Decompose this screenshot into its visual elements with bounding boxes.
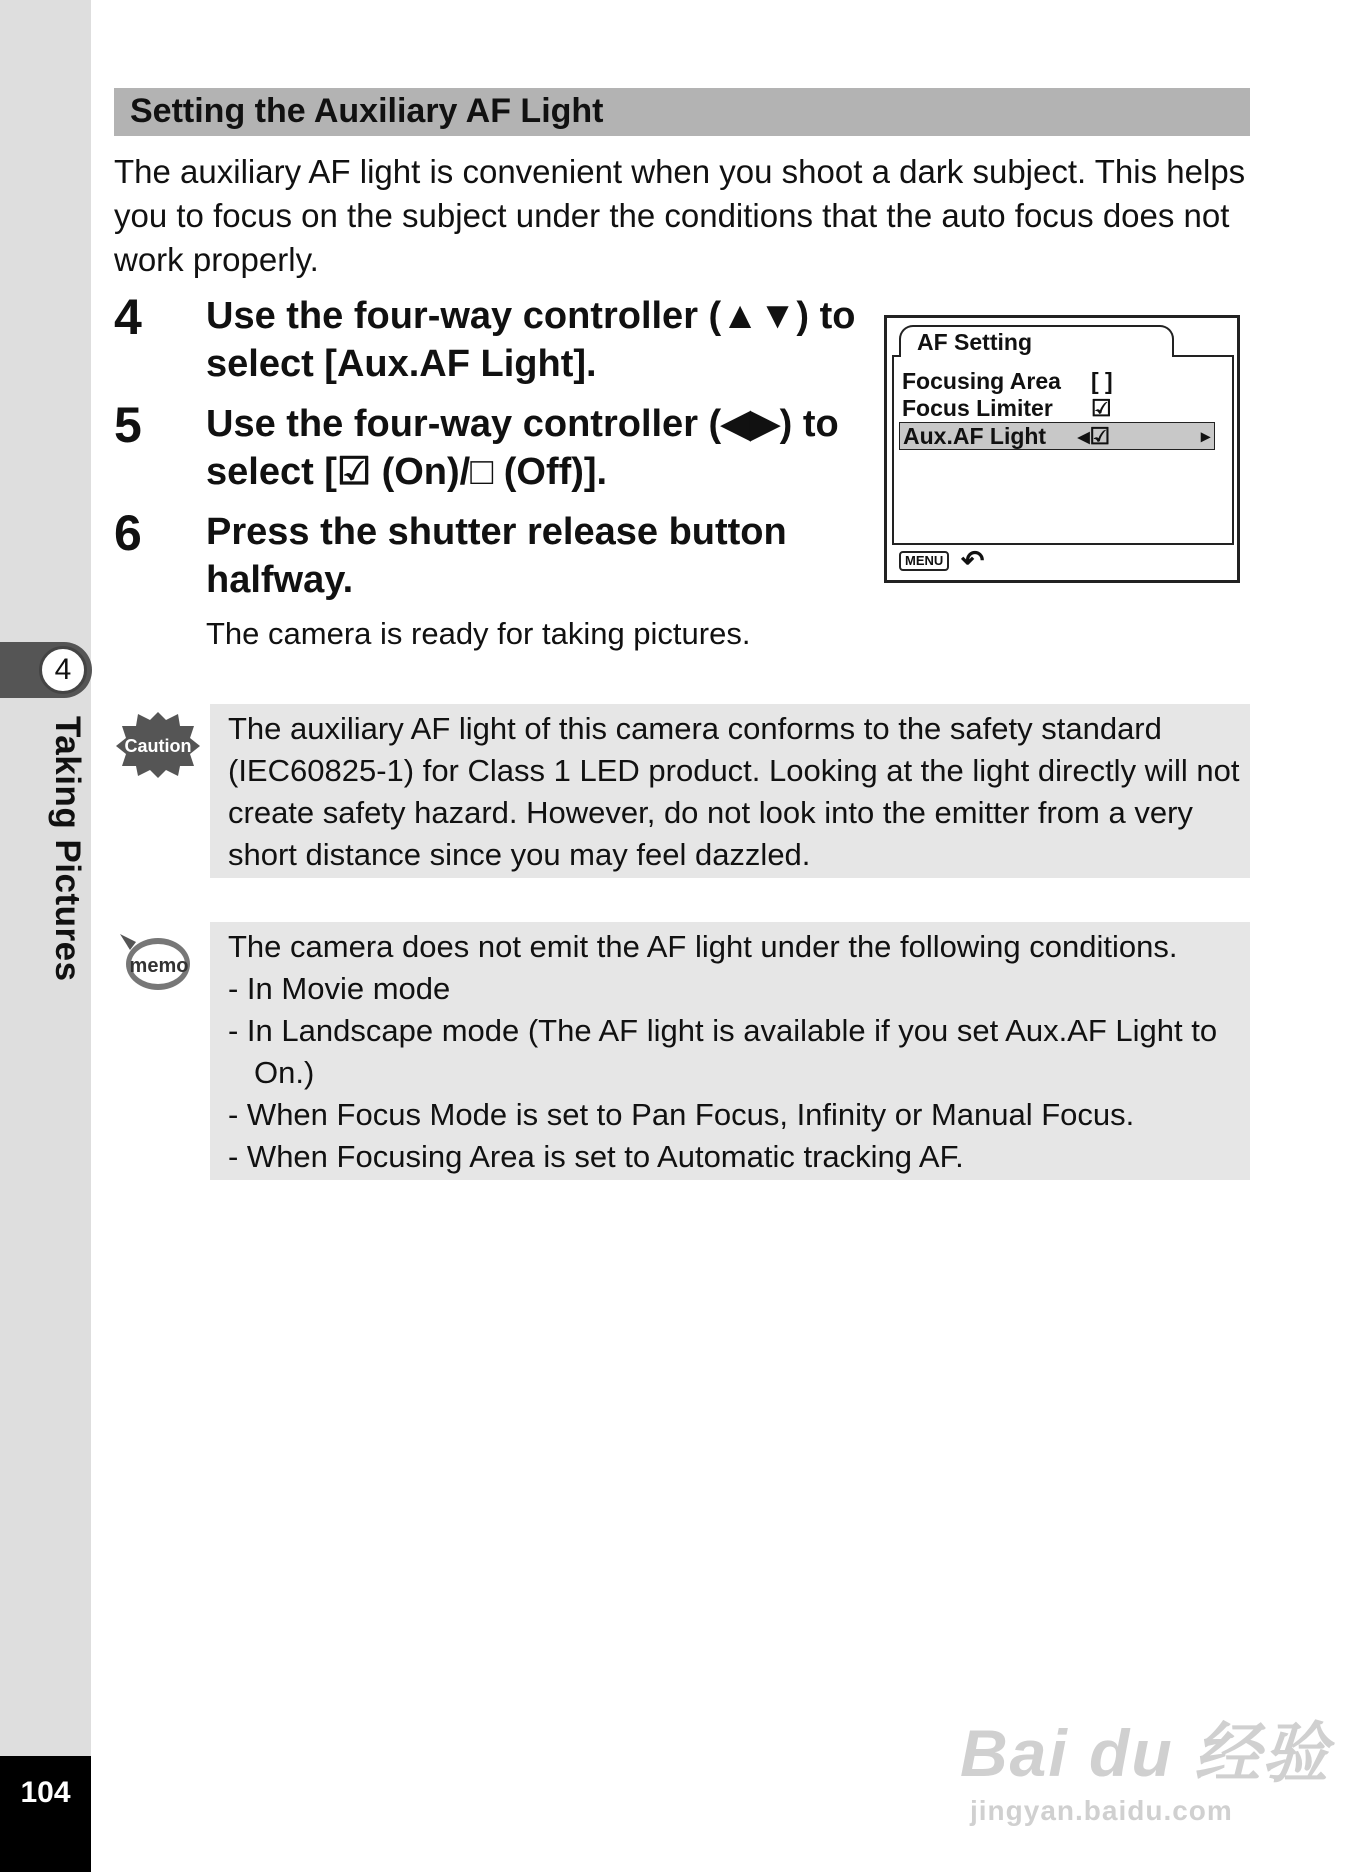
page-number: 104 [0, 1756, 91, 1872]
focus-area-icon: [ ] [1091, 368, 1113, 394]
menu-row-focus-limiter [899, 395, 1215, 423]
section-heading: Setting the Auxiliary AF Light [114, 88, 1250, 136]
memo-icon-label: memo [129, 955, 189, 977]
menu-row-focusing-area [899, 368, 1215, 396]
memo-list-item: - In Landscape mode (The AF light is available if you set Aux.AF Light to On.) [228, 1013, 1218, 1090]
memo-box [210, 922, 1250, 1180]
menu-row-aux-af-light [899, 422, 1215, 450]
memo-list-item: - When Focusing Area is set to Automatic tracking AF. [228, 1139, 964, 1174]
memo-list-item: - When Focus Mode is set to Pan Focus, Infinity or Manual Focus. [228, 1097, 1135, 1132]
caution-icon-label: Caution [124, 736, 192, 756]
step-number: 6 [114, 505, 142, 561]
camera-lcd-screen [884, 315, 1240, 583]
intro-paragraph: The auxiliary AF light is convenient when you shoot a dark subject. This helps you to focus on the subject under the conditions that the auto focus does not work properly. [114, 153, 1246, 278]
memo-icon [116, 928, 192, 997]
step-text: Use the four-way controller (◀▶) to select [☑ (On)/□ (Off)]. [206, 403, 839, 493]
memo-list-item: - In Movie mode [228, 971, 451, 1006]
step-number: 4 [114, 289, 142, 345]
checkbox-icon: ◂☑ [1078, 423, 1111, 449]
af-setting-tab: AF Setting [899, 325, 1174, 357]
chapter-title: Taking Pictures [48, 716, 87, 982]
menu-row-label: Focusing Area [902, 368, 1061, 394]
return-arrow-icon: ↶ [961, 545, 985, 576]
step-6-result: The camera is ready for taking pictures. [206, 616, 751, 651]
watermark-url: jingyan.baidu.com [970, 1795, 1233, 1826]
menu-row-label: Aux.AF Light [903, 423, 1047, 449]
caution-box [210, 704, 1250, 878]
memo-lead: The camera does not emit the AF light under the following conditions. [228, 929, 1178, 964]
step-text: Press the shutter release button halfway. [206, 511, 787, 601]
caution-icon [116, 710, 200, 785]
watermark-brand: Bai du 经验 [960, 1716, 1331, 1790]
right-arrow-icon: ▸ [1200, 426, 1210, 446]
caution-text: The auxiliary AF light of this camera conforms to the safety standard (IEC60825-1) for Class 1 LED product. Looking at the light directly will not create safety hazard. However, do not look into the emitter from a very short distance since you may feel dazzled. [228, 711, 1240, 872]
baidu-watermark [960, 1700, 1330, 1827]
chapter-number: 4 [39, 646, 87, 694]
step-text: Use the four-way controller (▲▼) to select [Aux.AF Light]. [206, 295, 856, 385]
menu-button-icon: MENU [899, 551, 949, 571]
step-number: 5 [114, 397, 142, 453]
checkbox-icon: ☑ [1091, 395, 1112, 421]
menu-row-label: Focus Limiter [902, 395, 1053, 421]
